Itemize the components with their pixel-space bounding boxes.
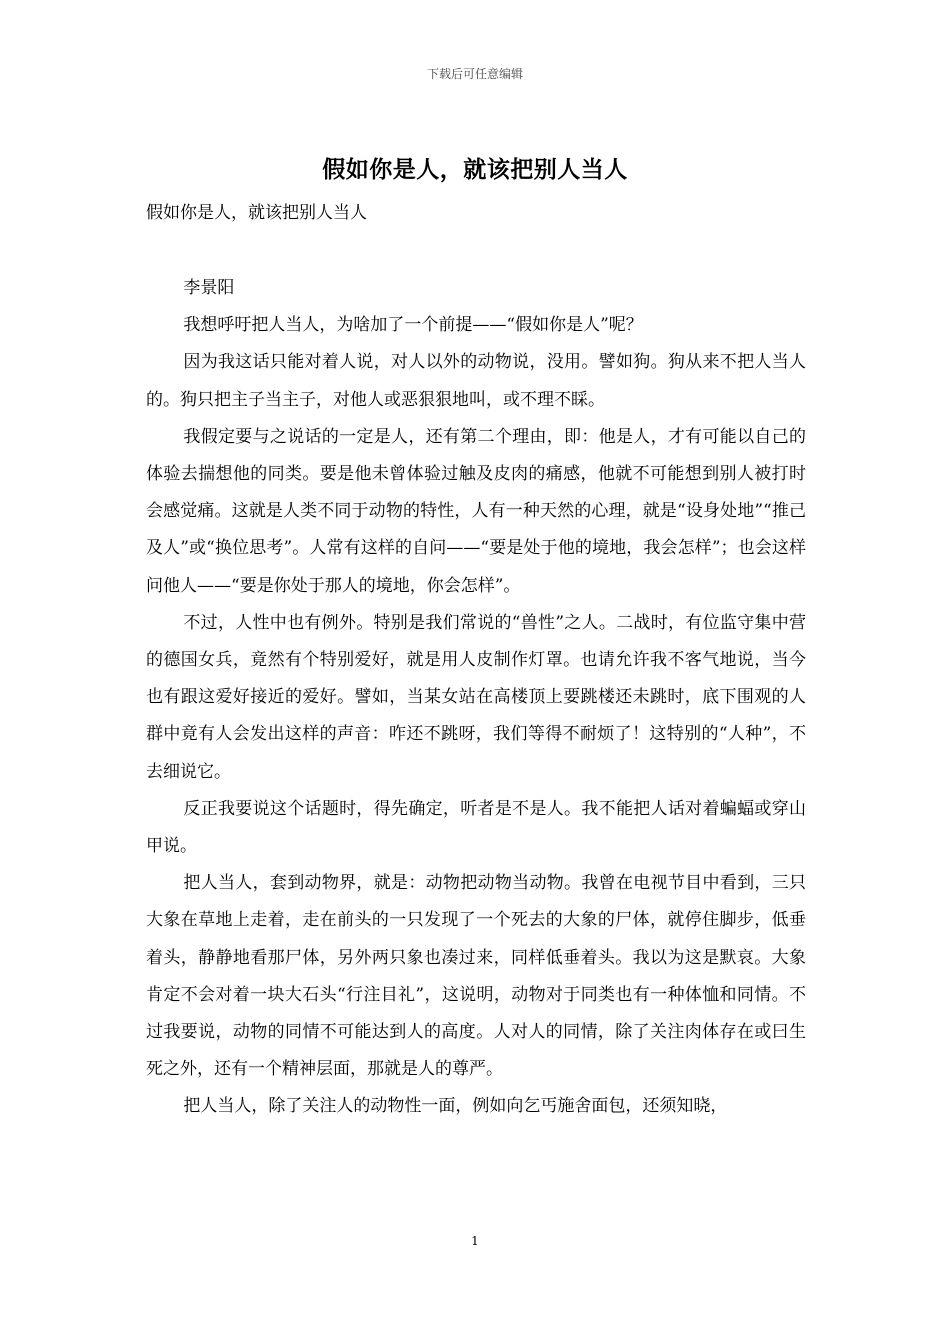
body-paragraph: 把人当人，除了关注人的动物性一面，例如向乞丐施舍面包，还须知晓， bbox=[183, 1096, 728, 1117]
body-paragraph: 我假定要与之说话的一定是人，还有第二个理由，即：他是人，才有可能以自己的体验去揣想他的同类。要是他未曾体验过触及皮肉的痛感，他就不可能想到别人被打时会感觉痛。这就是人类不同于动物的特性，人有一种天然的心理，就是“设身处地”“推己及人”或“换位思考”。人常有这样的自问——“要是处于他的境地，我会怎样”；也会这样问他人——“要是你处于那人的境地，你会怎样”。 bbox=[146, 426, 806, 596]
page-header-note: 下载后可任意编辑 bbox=[426, 67, 523, 81]
body-paragraph: 因为我这话只能对着人说，对人以外的动物说，没用。譬如狗。狗从来不把人当人的。狗只把主子当主子，对他人或恶狠狠地叫，或不理不睬。 bbox=[146, 352, 806, 410]
body-paragraph: 反正我要说这个话题时，得先确定，听者是不是人。我不能把人话对着蝙蝠或穿山甲说。 bbox=[146, 798, 806, 857]
page-subtitle: 假如你是人，就该把别人当人 bbox=[146, 203, 367, 223]
body-paragraph: 不过，人性中也有例外。特别是我们常说的“兽性”之人。二战时，有位监守集中营的德国女兵，竟然有个特别爱好，就是用人皮制作灯罩。也请允许我不客气地说，当今也有跟这爱好接近的爱好。譬如，当某女站在高楼顶上要跳楼还未跳时，底下围观的人群中竟有人会发出这样的声音：咋还不跳呀，我们等得不耐烦了！这特别的“人种”，不去细说它。 bbox=[146, 612, 806, 782]
page-number: 1 bbox=[471, 1234, 479, 1248]
article-body bbox=[146, 270, 806, 1126]
body-paragraph: 我想呼吁把人当人，为啥加了一个前提——“假如你是人”呢？ bbox=[183, 315, 643, 336]
body-paragraph: 把人当人，套到动物界，就是：动物把动物当动物。我曾在电视节目中看到，三只大象在草地上走着，走在前头的一只发现了一个死去的大象的尸体，就停住脚步，低垂着头，静静地看那尸体，另外两只象也凑过来，同样低垂着头。我以为这是默哀。大象肯定不会对着一块大石头“行注目礼”，这说明，动物对于同类也有一种体恤和同情。不过我要说，动物的同情不可能达到人的高度。人对人的同情，除了关注肉体存在或曰生死之外，还有一个精神层面，那就是人的尊严。 bbox=[146, 873, 806, 1080]
page-title: 假如你是人，就该把别人当人 bbox=[322, 156, 628, 183]
author-line: 李景阳 bbox=[183, 278, 235, 298]
